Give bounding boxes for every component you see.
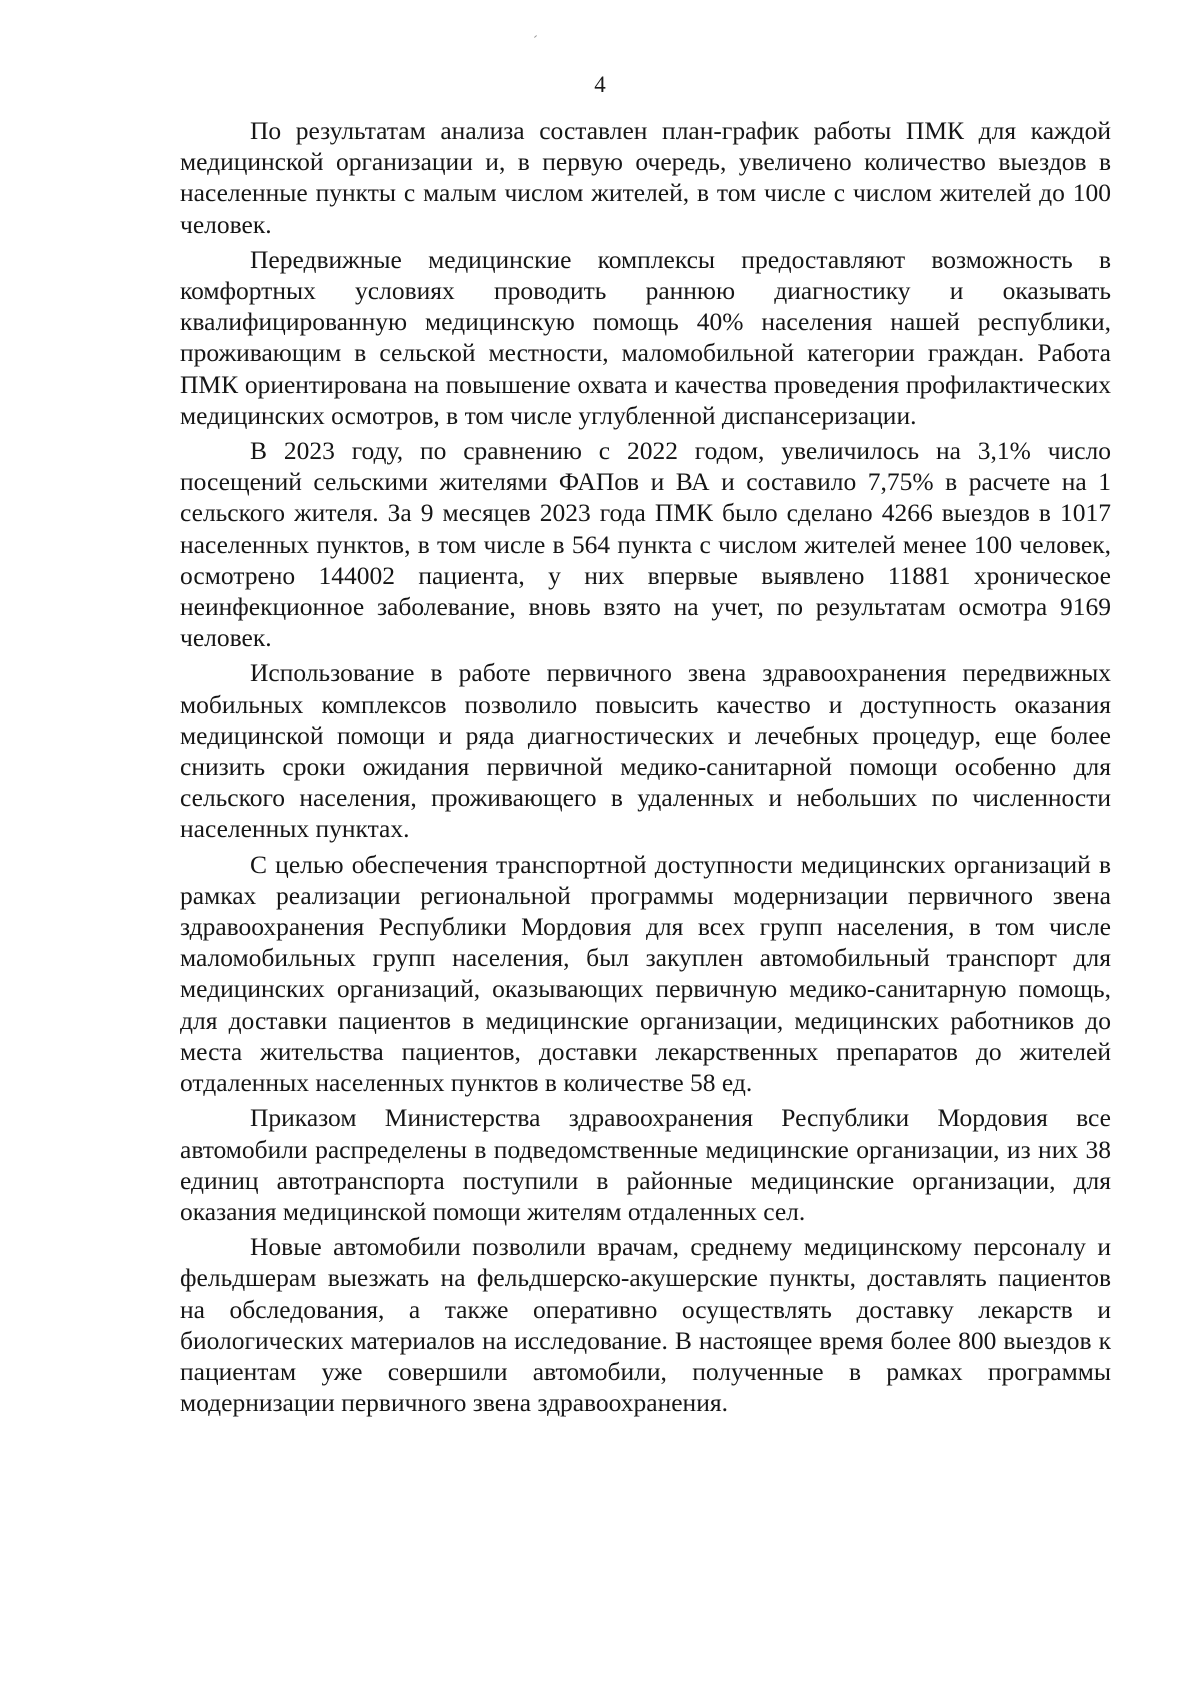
scan-speck <box>534 35 537 38</box>
paragraph-7: Новые автомобили позволили врачам, среднему медицинскому персоналу и фельдшерам выезжать на фельдшерско-акушерские пункты, доставлять пациентов на обследования, а также оперативно осуществлять доставку лекарств и биологических материалов на исследование. В настоящее время более 800 выездов к пациентам уже совершили автомобили, полученные в рамках программы модернизации первичного звена здравоохранения. <box>180 1232 1111 1418</box>
paragraph-1: По результатам анализа составлен план-график работы ПМК для каждой медицинской организации и, в первую очередь, увеличено количество выездов в населенные пункты с малым числом жителей, в том числе с числом жителей до 100 человек. <box>180 116 1111 239</box>
paragraph-6: Приказом Министерства здравоохранения Республики Мордовия все автомобили распределены в подведомственные медицинские организации, из них 38 единиц автотранспорта поступили в районные медицинские организации, для оказания медицинской помощи жителям отдаленных сел. <box>180 1103 1111 1226</box>
paragraph-4: Использование в работе первичного звена здравоохранения передвижных мобильных комплексов позволило повысить качество и доступность оказания медицинской помощи и ряда диагностических и лечебных процедур, еще более снизить сроки ожидания первичной медико-санитарной помощи особенно для сельского населения, проживающего в удаленных и небольших по численности населенных пунктах. <box>180 658 1111 844</box>
document-body <box>180 115 1111 1422</box>
page-number: 4 <box>594 72 606 97</box>
paragraph-3: В 2023 году, по сравнению с 2022 годом, увеличилось на 3,1% число посещений сельскими жителями ФАПов и ВА и составило 7,75% в расчете на 1 сельского жителя. За 9 месяцев 2023 года ПМК было сделано 4266 выездов в 1017 населенных пунктов, в том числе в 564 пункта с числом жителей менее 100 человек, осмотрено 144002 пациента, у них впервые выявлено 11881 хроническое неинфекционное заболевание, вновь взято на учет, по результатам осмотра 9169 человек. <box>180 436 1111 653</box>
paragraph-2: Передвижные медицинские комплексы предоставляют возможность в комфортных условиях проводить раннюю диагностику и оказывать квалифицированную медицинскую помощь 40% населения нашей республики, проживающим в сельской местности, маломобильной категории граждан. Работа ПМК ориентирована на повышение охвата и качества проведения профилактических медицинских осмотров, в том числе углубленной диспансеризации. <box>180 244 1111 430</box>
paragraph-5: С целью обеспечения транспортной доступности медицинских организаций в рамках реализации региональной программы модернизации первичного звена здравоохранения Республики Мордовия для всех групп населения, в том числе маломобильных групп населения, был закуплен автомобильный транспорт для медицинских организаций, оказывающих первичную медико-санитарную помощь, для доставки пациентов в медицинские организации, медицинских работников до места жительства пациентов, доставки лекарственных препаратов до жителей отдаленных населенных пунктов в количестве 58 ед. <box>180 849 1111 1098</box>
